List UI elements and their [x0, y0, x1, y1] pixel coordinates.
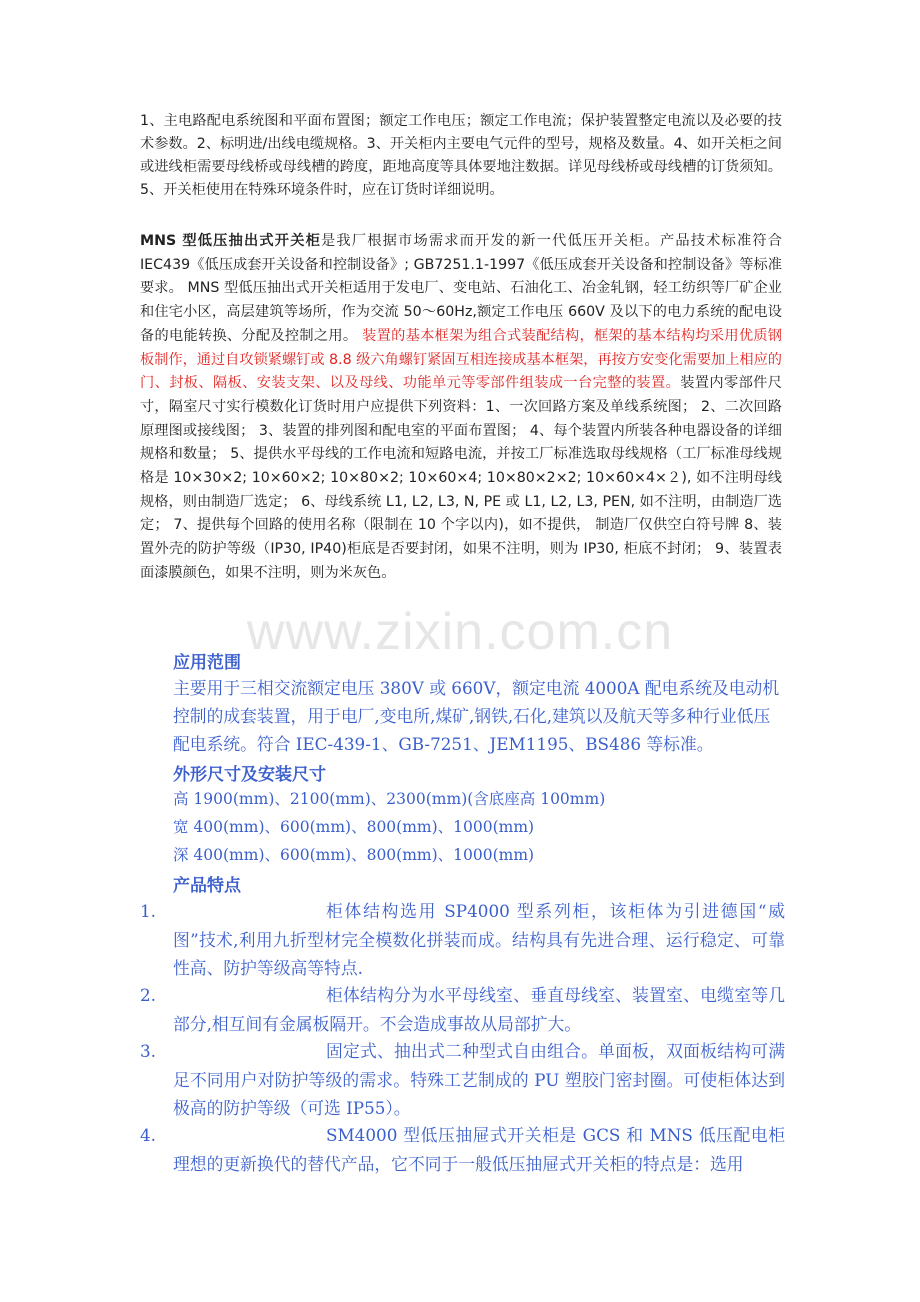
- application-heading: 应用范围: [173, 653, 241, 673]
- feature-item: [140, 981, 785, 1038]
- intro-paragraph: 1、主电路配电系统图和平面布置图；额定工作电压；额定工作电流；保护装置整定电流以及必要的技术参数。2、标明进/出线电缆规格。3、开关柜内主要电气元件的型号，规格及数量。4、如开关柜之间或进线柜需要母线桥或母线槽的跨度，距地高度等具体要地注数据。详见母线桥或母线槽的订货须知。5、开关柜使用在特殊环境条件时，应在订货时详细说明。: [140, 113, 782, 198]
- feature-number: 3.: [140, 1041, 157, 1061]
- feature-item: [140, 897, 785, 983]
- feature-text: 固定式、抽出式二种型式自由组合。单面板，双面板结构可满足不同用户对防护等级的需求。特殊工艺制成的 PU 塑胶门密封圈。可使柜体达到极高的防护等级（可选 IP55）。: [173, 1041, 785, 1118]
- feature-item: [140, 1037, 785, 1123]
- feature-number: 1.: [140, 901, 157, 921]
- watermark: www.zixin.com.cn: [246, 603, 674, 661]
- mns-red-text: 装置的基本框架为组合式装配结构，框架的基本结构均采用优质钢板制作，通过自攻锁紧螺钉或 8.8 级六角螺钉紧固互相连接成基本框架，再按方安变化需要加上相应的门、封板、隔板、安装支架、以及母线、功能单元等零部件组装成一台完整的装置。: [140, 327, 782, 392]
- feature-text: SM4000 型低压抽屉式开关柜是 GCS 和 MNS 低压配电柜理想的更新换代的替代产品，它不同于一般低压抽屉式开关柜的特点是：选用: [173, 1125, 785, 1174]
- mns-bold-lead: MNS 型低压抽出式开关柜: [140, 233, 322, 249]
- dimension-width: 宽 400(mm)、600(mm)、800(mm)、1000(mm): [173, 818, 535, 836]
- mns-text-b: 装置内零部件尺寸，隔室尺寸实行模数化订货时用户应提供下列资料：1、一次回路方案及单线系统图； 2、二次回路原理图或接线图； 3、装置的排列图和配电室的平面布置图； 4、每个装置内所装各种电器设备的详细规格和数量； 5、提供水平母线的工作电流和短路电流，并按工厂标准选取母线规格（工厂标准母线规格是 10×30×2; 10×60×2; 10×80×2; 10×60×4; 10×80×2×2; 10×60×4×２), 如不注明母线规格，则由制造厂选定； 6、母线系统 L1, L2, L3, N, PE 或 L1, L2, L3, PEN, 如不注明，由制造厂选定； 7、提供每个回路的使用名称（限制在 10 个字以内)，如不提供， 制造厂仅供空白符号牌 8、装置外壳的防护等级（IP30, IP40)柜底是否要封闭，如果不注明，则为 IP30, 柜底不封闭； 9、装置表面漆膜颜色，如果不注明，则为米灰色。: [140, 375, 782, 581]
- feature-number: 2.: [140, 985, 157, 1005]
- feature-text: 柜体结构分为水平母线室、垂直母线室、装置室、电缆室等几部分,相互间有金属板隔开。不会造成事故从局部扩大。: [173, 985, 785, 1034]
- feature-item: [140, 1121, 785, 1178]
- feature-text: 柜体结构选用 SP4000 型系列柜，该柜体为引进德国“威图”技术,利用九折型材完全模数化拼装而成。结构具有先进合理、运行稳定、可靠性高、防护等级高等特点.: [173, 901, 785, 978]
- mns-paragraph: [140, 230, 782, 586]
- mns-text-a: 是我厂根据市场需求而开发的新一代低压开关柜。产品技术标准符合 IEC439《低压成套开关设备和控制设备》; GB7251.1-1997《低压成套开关设备和控制设备》等标准要求。 MNS 型低压抽出式开关柜适用于发电厂、变电站、石油化工、冶金轧钢，轻工纺织等厂矿企业和住宅小区，高层建筑等场所，作为交流 50～60Hz,额定工作电压 660V 及以下的电力系统的配电设备的电能转换、分配及控制之用。: [140, 233, 782, 344]
- features-heading: 产品特点: [173, 876, 241, 896]
- dimension-height: 高 1900(mm)、2100(mm)、2300(mm)(含底座高 100mm): [173, 790, 606, 808]
- dimension-depth: 深 400(mm)、600(mm)、800(mm)、1000(mm): [173, 846, 535, 864]
- dimensions-heading: 外形尺寸及安装尺寸: [173, 765, 326, 785]
- application-text: 主要用于三相交流额定电压 380V 或 660V，额定电流 4000A 配电系统及电动机控制的成套装置，用于电厂,变电所,煤矿,钢铁,石化,建筑以及航天等多种行业低压配电系统。符合 IEC-439-1、GB-7251、JEM1195、BS486 等标准。: [173, 678, 780, 754]
- feature-number: 4.: [140, 1125, 157, 1145]
